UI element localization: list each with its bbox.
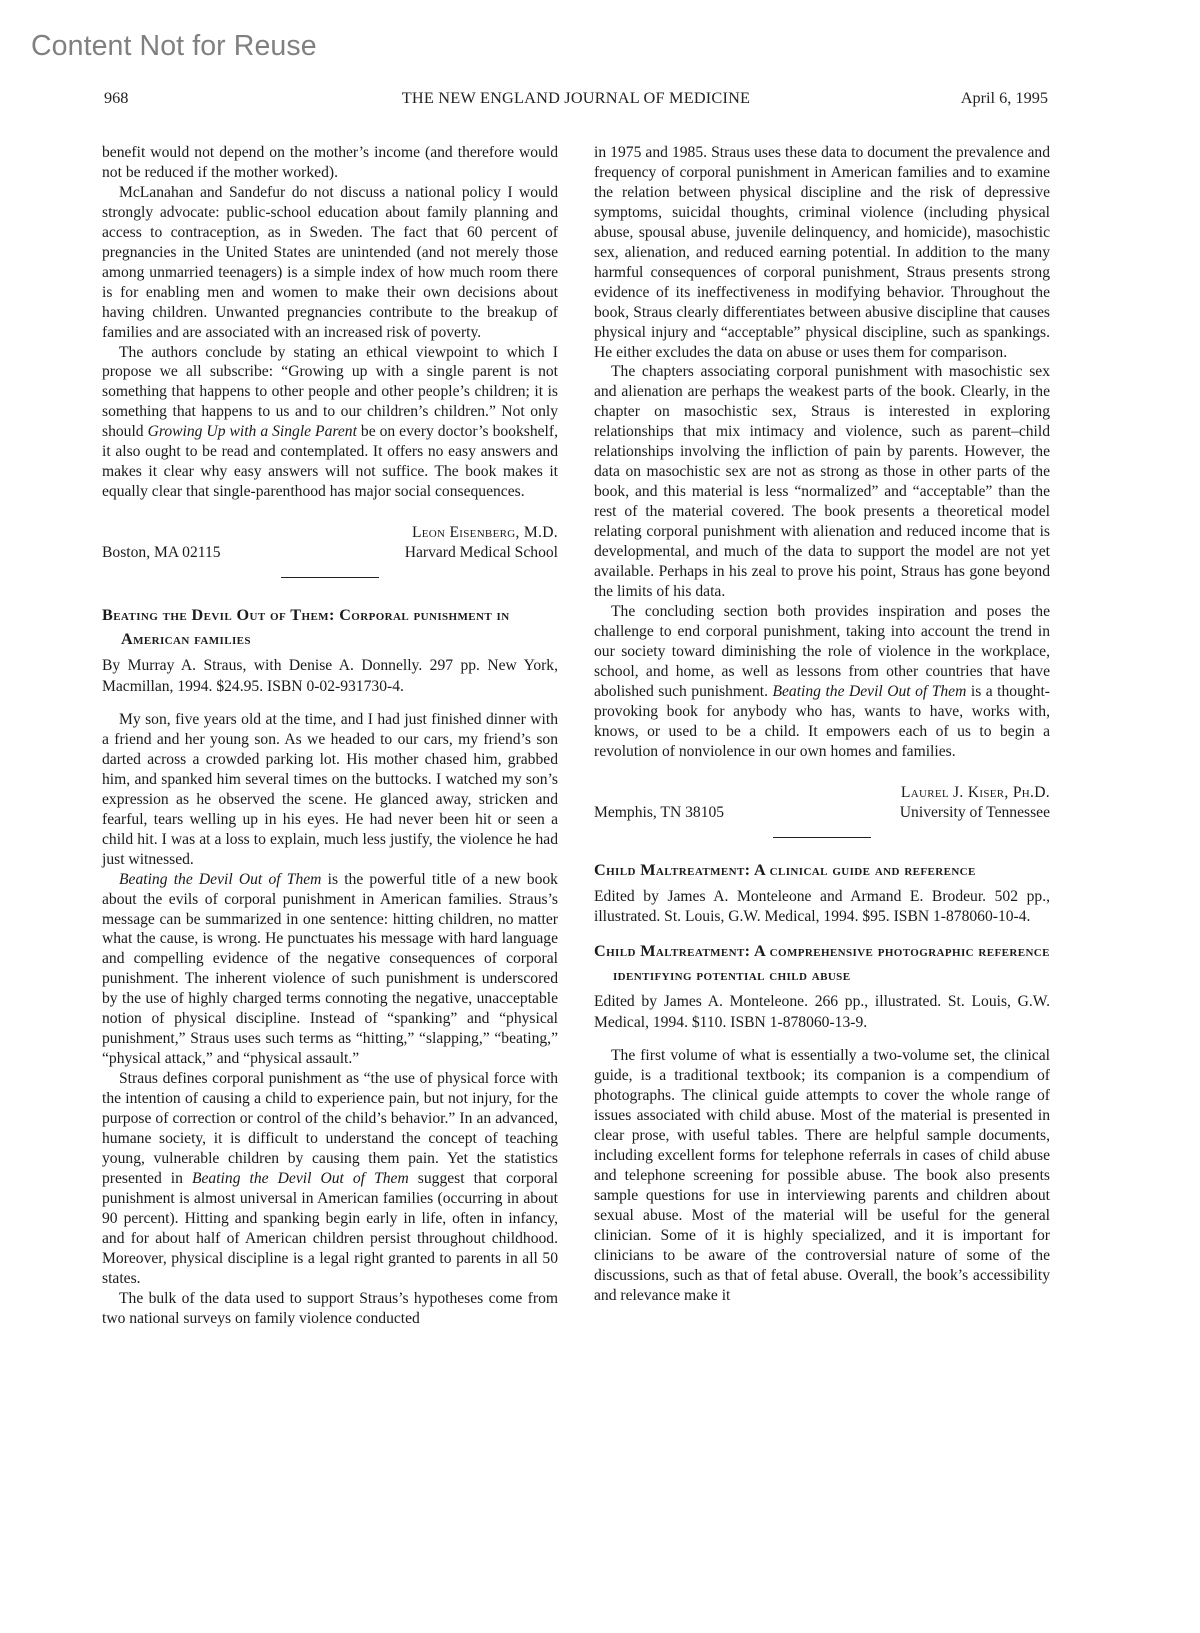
text-run: is the powerful title of a new book about the evils of corporal punishment in American families. Straus’s message can be summarized in one sentence: hitting children, no matter what the cause, is wrong. He punctuates his message with hard language and compelling evidence of the negative consequences of corporal punishment. The inherent violence of such punishment is underscored by the use of highly charged terms connoting the negative, unacceptable notion of physical discipline. Instead of “spanking” and “physical punishment,” Straus uses such terms as “hitting,” “slapping,” “beating,” “physical attack,” and “physical assault.” xyxy=(102,870,558,1068)
page-number: 968 xyxy=(104,88,129,107)
paragraph xyxy=(102,870,558,1070)
bibliographic-info: Edited by James A. Monteleone and Armand E. Brodeur. 502 pp., illustrated. St. Louis, G.W. Medical, 1994. $95. ISBN 1-878060-10-4. xyxy=(594,887,1050,925)
paragraph xyxy=(102,1069,558,1288)
book-title-italic: Beating the Devil Out of Them xyxy=(191,1169,409,1187)
paragraph: benefit would not depend on the mother’s income (and therefore would not be reduced if the mother worked). xyxy=(102,144,558,181)
bibliographic-info: Edited by James A. Monteleone. 266 pp., illustrated. St. Louis, G.W. Medical, 1994. $110. ISBN 1-878060-13-9. xyxy=(594,993,1050,1031)
journal-title: THE NEW ENGLAND JOURNAL OF MEDICINE xyxy=(401,88,751,107)
reviewer-signature xyxy=(102,523,558,563)
paragraph: The bulk of the data used to support Straus’s hypotheses come from two national surveys on family violence conducted xyxy=(102,1289,558,1327)
section-divider xyxy=(773,837,871,838)
text-run: Straus defines corporal punishment as “the use of physical force with the intention of causing a child to experience pain, but not injury, for the purpose of correction or control of the child’s behavior.” In an advanced, humane society, it is difficult to understand the concept of teaching young, vulnerable children by causing them pain. Yet the statistics presented in xyxy=(102,1070,558,1187)
reviewer-institution: University of Tennessee xyxy=(899,803,1050,821)
review-title: Child Maltreatment: A comprehensive photographic reference identifying potential child abuse xyxy=(594,942,1050,985)
reviewer-institution: Harvard Medical School xyxy=(404,544,558,562)
review-title: Child Maltreatment: A clinical guide and reference xyxy=(594,860,976,879)
paragraph xyxy=(594,602,1050,762)
book-title-italic: Beating the Devil Out of Them xyxy=(119,870,322,888)
section-divider xyxy=(281,577,379,578)
reviewer-signature xyxy=(594,783,1050,823)
paragraph xyxy=(102,343,558,503)
book-title-italic: Growing Up with a Single Parent xyxy=(147,423,357,441)
text-run: suggest that corporal punishment is almost universal in American families (occurring in about 90 percent). Hitting and spanking begin early in life, often in infancy, and for about half of American children persist throughout childhood. Moreover, physical discipline is a legal right granted to parents in all 50 states. xyxy=(102,1169,558,1287)
paragraph: in 1975 and 1985. Straus uses these data to document the prevalence and frequency of corporal punishment in American families and to examine the relation between physical discipline and the risk of depressive symptoms, suicidal thoughts, criminal violence (including physical abuse, spousal abuse, juvenile delinquency, and homicide), masochistic sex, alienation, and reduced earning potential. In addition to the many harmful consequences of corporal punishment, Straus presents strong evidence of its ineffectiveness in modifying behavior. Throughout the book, Straus clearly differentiates between abusive discipline that causes physical injury and “acceptable” physical discipline, such as spankings. He either excludes the data on abuse or uses them for comparison. xyxy=(594,144,1050,361)
paragraph: The chapters associating corporal punishment with masochistic sex and alienation are perhaps the weakest parts of the book. Clearly, in the chapter on masochistic sex, Straus is interested in exploring relationships that mix intimacy and violence, such as parent–child relationships involving the infliction of pain by parents. However, the data on masochistic sex are not as strong as those in other parts of the book, and this material is less “normalized” and “acceptable” than the rest of the material covered. The book presents a theoretical model relating corporal punishment with alienation and reduced income that is developmental, and much of the data to support the model are not yet available. Perhaps in his zeal to prove his point, Straus has gone beyond the limits of his data. xyxy=(594,363,1050,600)
reviewer-location: Memphis, TN 38105 xyxy=(594,803,725,821)
text-run: The concluding section both provides inspiration and poses the challenge to end corporal punishment, taking into account the trend in our society toward diminishing the role of violence in the workplace, school, and home, as well as lessons from other countries that have abolished such punishment. xyxy=(594,602,1050,700)
bibliographic-info: By Murray A. Straus, with Denise A. Donnelly. 297 pp. New York, Macmillan, 1994. $24.95. ISBN 0-02-931730-4. xyxy=(102,657,558,695)
text-run: is a thought-provoking book for anybody who has, wants to have, works with, knows, or used to be a child. It empowers each of us to begin a revolution of nonviolence in our own homes and families. xyxy=(594,682,1050,760)
left-column xyxy=(102,143,558,1329)
reviewer-location: Boston, MA 02115 xyxy=(102,544,221,562)
text-run: be on every doctor’s bookshelf, it also ought to be read and contemplated. It offers no easy answers and makes it clear why easy answers will not suffice. The book makes it equally clear that single-parenthood has major social consequences. xyxy=(102,423,558,501)
right-column xyxy=(594,143,1050,1306)
review-title: Beating the Devil Out of Them: Corporal punishment in American families xyxy=(102,606,510,649)
paragraph: McLanahan and Sandefur do not discuss a national policy I would strongly advocate: public-school education about family planning and access to contraception, as in Sweden. The fact that 60 percent of pregnancies in the United States are unintended (and not merely those among unmarried teenagers) is a simple index of how much room there is for enabling men and women to make their own decisions about having children. Unwanted pregnancies contribute to the breakup of families and are associated with an increased risk of poverty. xyxy=(102,183,558,341)
paragraph: My son, five years old at the time, and I had just finished dinner with a friend and her young son. As we headed to our cars, my friend’s son darted across a crowded parking lot. His mother chased him, grabbed him, and spanked him several times on the buttocks. I watched my son’s expression as he observed the scene. He glanced away, stricken and fearful, tears welling up in his eyes. He had never been hit or seen a child hit. I was at a loss to explain, much less justify, the violence he had just witnessed. xyxy=(102,710,558,868)
issue-date: April 6, 1995 xyxy=(960,88,1048,107)
text-run: The authors conclude by stating an ethical viewpoint to which I propose we all subscribe: “Growing up with a single parent is not something that happens to other people and other people’s children; it is something that happens to us and to our children’s children.” Not only should xyxy=(102,343,558,441)
watermark: Content Not for Reuse xyxy=(31,30,317,62)
reviewer-name: Laurel J. Kiser, Ph.D. xyxy=(900,783,1050,801)
running-head xyxy=(104,88,1048,110)
reviewer-name: Leon Eisenberg, M.D. xyxy=(411,524,558,542)
paragraph: The first volume of what is essentially a two-volume set, the clinical guide, is a traditional textbook; its companion is a compendium of photographs. The clinical guide attempts to cover the whole range of issues associated with child abuse. Most of the material is presented in clear prose, with useful tables. There are helpful sample documents, including excellent forms for telephone referrals in cases of child abuse and telephone screening for possible abuse. The book also presents sample questions for use in interviewing parents and children about sexual abuse. Most of the material will be useful for the general clinician. Some of it is highly specialized, and it is important for clinicians to be aware of the controversial nature of some of the discussions, such as that of fetal abuse. Overall, the book’s accessibility and relevance make it xyxy=(594,1047,1050,1304)
book-title-italic: Beating the Devil Out of Them xyxy=(772,682,967,700)
